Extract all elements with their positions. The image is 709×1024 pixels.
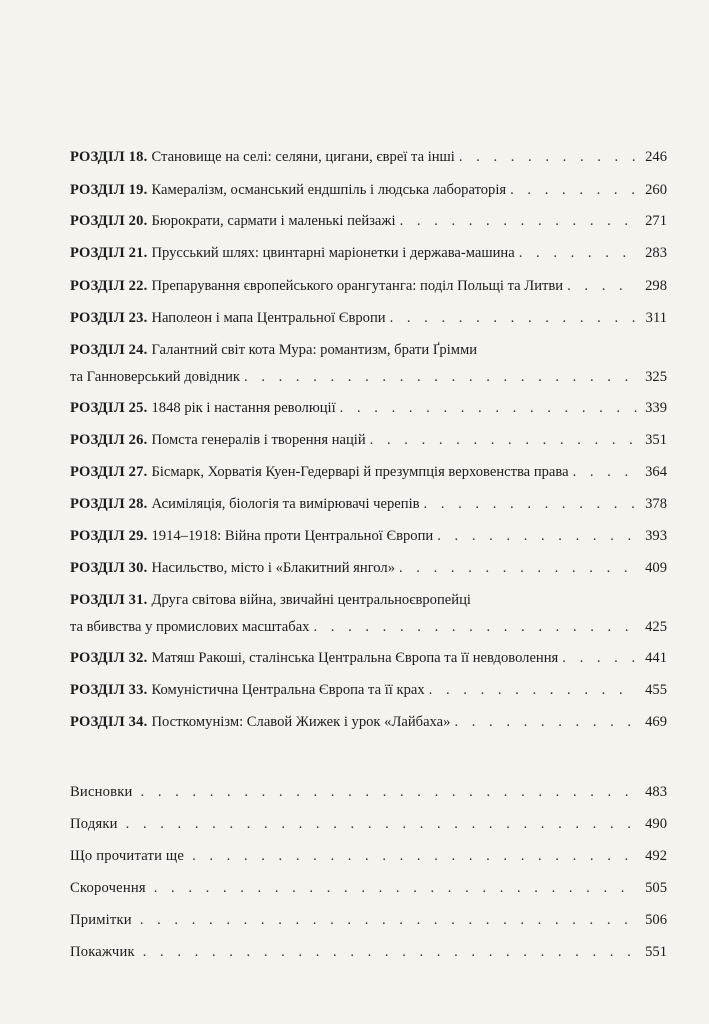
toc-entry-chapter[interactable]: [70, 680, 667, 700]
toc-entry-chapter[interactable]: [70, 180, 667, 200]
toc-entry-chapter[interactable]: [70, 526, 667, 546]
page-number: 551: [645, 944, 667, 960]
page-number: 246: [645, 149, 667, 165]
chapter-title-continued: та вбивства у промислових масштабах: [70, 619, 310, 635]
chapter-title: Посткомунізм: Славой Жижек і урок «Лайбаха»: [151, 714, 451, 730]
chapter-title: Камералізм, османський ендшпіль і людська лабораторія: [151, 182, 507, 198]
toc-entry-chapter[interactable]: [70, 211, 667, 231]
dot-leader: [370, 430, 637, 450]
toc-entry-chapter[interactable]: [70, 648, 667, 668]
dot-leader: [340, 398, 637, 418]
dot-leader: [400, 211, 637, 231]
page-number: 351: [645, 432, 667, 448]
dot-leader: [126, 814, 637, 834]
toc-entry-chapter[interactable]: [70, 398, 667, 418]
chapter-title: Бюрократи, сармати і маленькі пейзажі: [151, 213, 396, 229]
page-number: 339: [645, 400, 667, 416]
chapter-title: Прусський шлях: цвинтарні маріонетки і держава-машина: [151, 245, 515, 261]
page-number: 492: [645, 848, 667, 864]
chapter-title: Друга світова війна, звичайні центральноєвропейці: [151, 592, 471, 608]
page-number: 409: [645, 560, 667, 576]
dot-leader: [390, 308, 637, 328]
toc-entry-chapter[interactable]: [70, 590, 667, 637]
chapter-label: РОЗДІЛ 32.: [70, 650, 148, 666]
toc-entry-back-matter[interactable]: [70, 942, 667, 962]
toc-entry-chapter[interactable]: [70, 558, 667, 578]
chapter-title: Комуністична Центральна Європа та її крах: [151, 682, 425, 698]
chapter-label: РОЗДІЛ 27.: [70, 464, 148, 480]
page-number: 441: [645, 650, 667, 666]
dot-leader: [510, 180, 637, 200]
page-number: 455: [645, 682, 667, 698]
page-number: 298: [645, 278, 667, 294]
dot-leader: [141, 782, 637, 802]
chapter-label: РОЗДІЛ 30.: [70, 560, 148, 576]
dot-leader: [459, 147, 637, 167]
page-number: 260: [645, 182, 667, 198]
chapter-label: РОЗДІЛ 23.: [70, 310, 148, 326]
page-number: 378: [645, 496, 667, 512]
back-matter-label: Подяки: [70, 816, 118, 832]
toc-entry-chapter[interactable]: [70, 494, 667, 514]
page-number: 490: [645, 816, 667, 832]
dot-leader: [567, 276, 637, 296]
chapter-label: РОЗДІЛ 25.: [70, 400, 148, 416]
toc-entry-back-matter[interactable]: [70, 846, 667, 866]
chapter-label: РОЗДІЛ 22.: [70, 278, 148, 294]
chapter-label: РОЗДІЛ 29.: [70, 528, 148, 544]
chapter-title: Становище на селі: селяни, цигани, євреї та інші: [151, 149, 455, 165]
dot-leader: [573, 462, 637, 482]
page-number: 364: [645, 464, 667, 480]
page-number: 311: [645, 310, 667, 326]
back-matter-label: Покажчик: [70, 944, 135, 960]
dot-leader: [519, 243, 637, 263]
dot-leader: [154, 878, 637, 898]
chapter-label: РОЗДІЛ 34.: [70, 714, 148, 730]
page-number: 425: [645, 619, 667, 635]
toc-entry-chapter[interactable]: [70, 276, 667, 296]
chapter-label: РОЗДІЛ 26.: [70, 432, 148, 448]
dot-leader: [424, 494, 637, 514]
chapter-title: 1848 рік і настання революції: [151, 400, 336, 416]
chapter-label: РОЗДІЛ 21.: [70, 245, 148, 261]
chapter-label: РОЗДІЛ 19.: [70, 182, 148, 198]
toc-entry-back-matter[interactable]: [70, 910, 667, 930]
back-matter-label: Висновки: [70, 784, 133, 800]
back-matter-label: Примітки: [70, 912, 132, 928]
toc-entry-chapter[interactable]: [70, 308, 667, 328]
page-number: 271: [645, 213, 667, 229]
chapter-title: Галантний світ кота Мура: романтизм, брати Ґрімми: [151, 342, 478, 358]
dot-leader: [313, 617, 637, 637]
page-number: 283: [645, 245, 667, 261]
chapter-title: Насильство, місто і «Блакитний янгол»: [151, 560, 395, 576]
chapter-title: Асиміляція, біологія та вимірювачі черепів: [151, 496, 420, 512]
back-matter-label: Що прочитати ще: [70, 848, 185, 864]
chapter-title: 1914–1918: Війна проти Центральної Європи: [151, 528, 434, 544]
chapter-label: РОЗДІЛ 31.: [70, 592, 148, 608]
toc-entry-chapter[interactable]: [70, 147, 667, 167]
page-number: 393: [645, 528, 667, 544]
chapter-label: РОЗДІЛ 28.: [70, 496, 148, 512]
toc-entry-chapter[interactable]: [70, 243, 667, 263]
chapter-label: РОЗДІЛ 18.: [70, 149, 148, 165]
page-number: 483: [645, 784, 667, 800]
page-number: 505: [645, 880, 667, 896]
dot-leader: [454, 712, 637, 732]
chapter-label: РОЗДІЛ 33.: [70, 682, 148, 698]
dot-leader: [429, 680, 637, 700]
dot-leader: [192, 846, 637, 866]
page-number: 325: [645, 369, 667, 385]
page-number: 506: [645, 912, 667, 928]
chapter-title-continued: та Ганноверський довідник: [70, 369, 241, 385]
toc-entry-chapter[interactable]: [70, 340, 667, 387]
toc-entry-back-matter[interactable]: [70, 782, 667, 802]
dot-leader: [244, 367, 637, 387]
dot-leader: [143, 942, 637, 962]
toc-entry-chapter[interactable]: [70, 712, 667, 732]
toc-entry-chapter[interactable]: [70, 462, 667, 482]
dot-leader: [437, 526, 637, 546]
page-number: 469: [645, 714, 667, 730]
toc-entry-back-matter[interactable]: [70, 814, 667, 834]
toc-entry-chapter[interactable]: [70, 430, 667, 450]
dot-leader: [562, 648, 637, 668]
chapter-title: Бісмарк, Хорватія Куен-Гедерварі й презумпція верховенства права: [151, 464, 569, 480]
dot-leader: [140, 910, 637, 930]
chapter-label: РОЗДІЛ 20.: [70, 213, 148, 229]
chapter-title: Препарування європейського орангутанга: поділ Польщі та Литви: [151, 278, 564, 294]
chapter-title: Матяш Ракоші, сталінська Центральна Європа та її невдоволення: [151, 650, 559, 666]
dot-leader: [399, 558, 637, 578]
chapter-title: Наполеон і мапа Центральної Європи: [151, 310, 386, 326]
chapter-label: РОЗДІЛ 24.: [70, 342, 148, 358]
back-matter-label: Скорочення: [70, 880, 146, 896]
chapter-title: Помста генералів і творення націй: [151, 432, 366, 448]
toc-entry-back-matter[interactable]: [70, 878, 667, 898]
